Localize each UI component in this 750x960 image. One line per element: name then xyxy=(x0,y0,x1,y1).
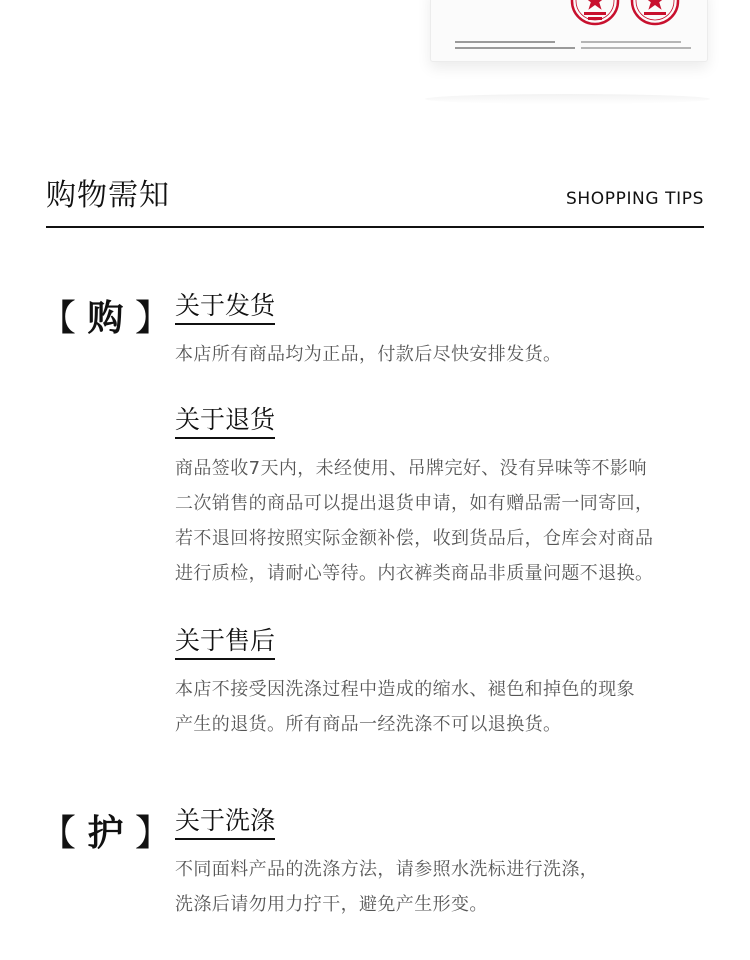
header-divider xyxy=(46,226,704,228)
tip-body-line: 本店所有商品均为正品，付款后尽快安排发货。 xyxy=(175,344,562,365)
certificate-fine-print xyxy=(455,41,555,43)
section-title: 购物需知 xyxy=(46,178,170,213)
tip-title: 关于发货 xyxy=(175,290,275,325)
certificate-fine-print xyxy=(581,47,691,49)
tip-title: 关于洗涤 xyxy=(175,805,275,840)
tip-body-line: 产生的退货。所有商品一经洗涤不可以退换货。 xyxy=(175,714,562,735)
tip-body-line: 二次销售的商品可以提出退货申请，如有赠品需一同寄回， xyxy=(175,493,654,514)
certificate-shadow xyxy=(425,94,710,104)
official-seal-icon xyxy=(629,0,681,27)
tip-body-line: 进行质检，请耐心等待。内衣裤类商品非质量问题不退换。 xyxy=(175,563,654,584)
certificate-fine-print xyxy=(581,41,681,43)
tip-washing xyxy=(175,805,715,922)
tip-title: 关于售后 xyxy=(175,625,275,660)
tip-returns xyxy=(175,404,715,591)
group-tag-care: 【 护 】 xyxy=(40,813,171,854)
group-tag-buy: 【 购 】 xyxy=(40,298,171,339)
tip-body-line: 本店不接受因洗涤过程中造成的缩水、褪色和掉色的现象 xyxy=(175,679,635,700)
tip-shipping xyxy=(175,290,715,372)
tip-body xyxy=(175,451,715,591)
tip-title: 关于退货 xyxy=(175,404,275,439)
tip-body xyxy=(175,337,715,372)
section-title-en: SHOPPING TIPS xyxy=(565,189,704,209)
tip-body xyxy=(175,852,715,922)
official-seal-icon xyxy=(569,0,621,27)
certificate-fine-print xyxy=(455,47,575,49)
tip-body-line: 洗涤后请勿用力拧干，避免产生形变。 xyxy=(175,894,488,915)
tip-body-line: 若不退回将按照实际金额补偿，收到货品后，仓库会对商品 xyxy=(175,528,654,549)
tip-body-line: 商品签收7天内，未经使用、吊牌完好、没有异味等不影响 xyxy=(175,458,647,479)
tip-after-sales xyxy=(175,625,715,742)
certificate-image xyxy=(430,0,708,62)
tip-body xyxy=(175,672,715,742)
tip-body-line: 不同面料产品的洗涤方法，请参照水洗标进行洗涤， xyxy=(175,859,599,880)
